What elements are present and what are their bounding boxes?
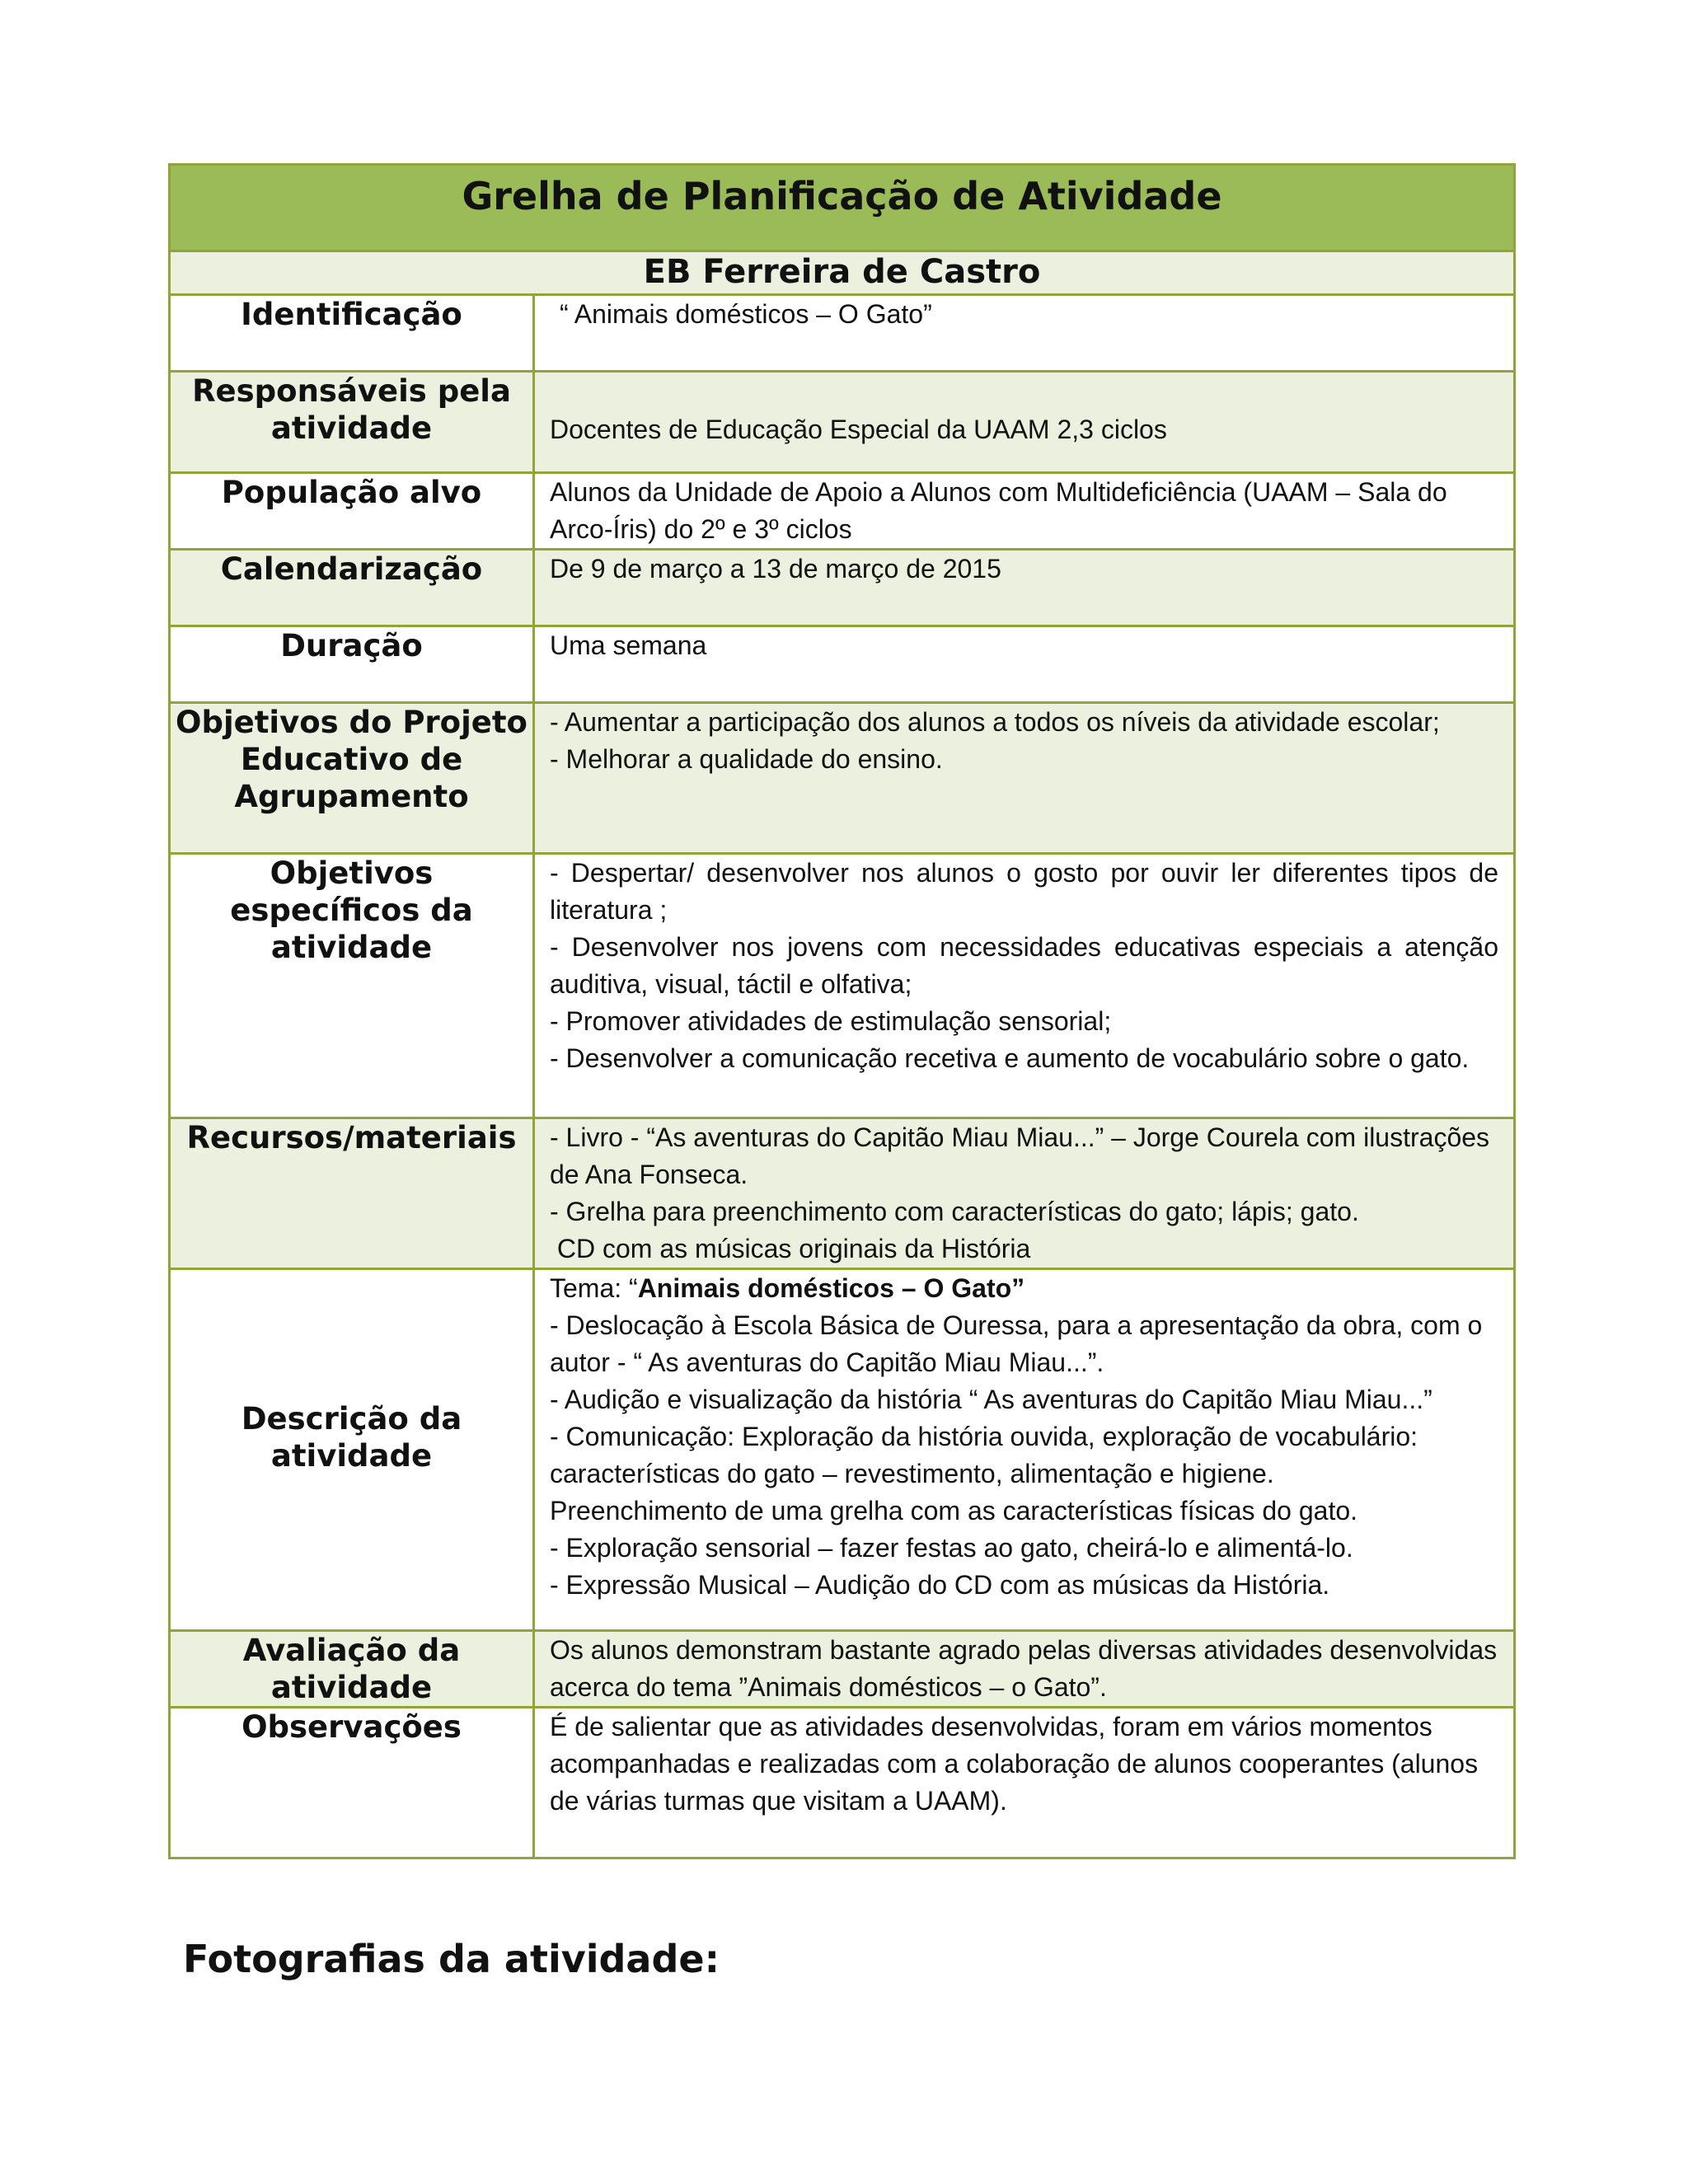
label-duracao: Duração: [170, 626, 534, 703]
value-objetivos-especificos: [534, 854, 1515, 1118]
list-item: - Promover atividades de estimulação sensorial;: [550, 1006, 1112, 1036]
value-recursos: [534, 1118, 1515, 1269]
list-item: CD com as músicas originais da História: [550, 1234, 1031, 1263]
planning-grid: [168, 163, 1516, 1859]
list-item: Preenchimento de uma grelha com as características físicas do gato.: [550, 1496, 1358, 1526]
value-avaliacao: Os alunos demonstram bastante agrado pelas diversas atividades desenvolvidas acerca do tema ”Animais domésticos – o Gato”.: [534, 1631, 1515, 1708]
list-item: - Grelha para preenchimento com características do gato; lápis; gato.: [550, 1197, 1359, 1226]
row-observacoes: [170, 1708, 1515, 1858]
grid-title: Grelha de Planificação de Atividade: [170, 165, 1515, 251]
value-duracao: Uma semana: [534, 626, 1515, 703]
label-observacoes: Observações: [170, 1708, 534, 1858]
value-identificacao: “ Animais domésticos – O Gato”: [534, 295, 1515, 372]
value-populacao: Alunos da Unidade de Apoio a Alunos com Multideficiência (UAAM – Sala do Arco-Íris) do 2º e 3º ciclos: [534, 473, 1515, 550]
row-objetivos-especificos: [170, 854, 1515, 1118]
row-avaliacao: [170, 1631, 1515, 1708]
value-observacoes: É de salientar que as atividades desenvolvidas, foram em vários momentos acompanhadas e realizadas com a colaboração de alunos cooperantes (alunos de várias turmas que visitam a UAAM).: [534, 1708, 1515, 1858]
label-recursos: Recursos/materiais: [170, 1118, 534, 1269]
label-populacao: População alvo: [170, 473, 534, 550]
photos-heading: Fotografias da atividade:: [183, 1937, 720, 1981]
label-descricao: Descrição da atividade: [170, 1269, 534, 1631]
label-responsaveis: Responsáveis pela atividade: [170, 372, 534, 473]
row-duracao: [170, 626, 1515, 703]
label-calendarizacao: Calendarização: [170, 550, 534, 626]
list-item: - Despertar/ desenvolver nos alunos o gosto por ouvir ler diferentes tipos de literatura ;: [550, 858, 1499, 925]
row-descricao: [170, 1269, 1515, 1631]
list-item: - Audição e visualização da história “ As aventuras do Capitão Miau Miau...”: [550, 1385, 1432, 1414]
label-identificacao: Identificação: [170, 295, 534, 372]
value-objetivos-projeto: [534, 703, 1515, 854]
value-descricao: [534, 1269, 1515, 1631]
list-item: - Desenvolver a comunicação recetiva e aumento de vocabulário sobre o gato.: [550, 1043, 1470, 1073]
row-responsaveis: [170, 372, 1515, 473]
row-identificacao: [170, 295, 1515, 372]
row-populacao: [170, 473, 1515, 550]
tema-bold: Animais domésticos – O Gato”: [637, 1273, 1025, 1303]
list-item: - Expressão Musical – Audição do CD com as músicas da História.: [550, 1570, 1330, 1600]
label-avaliacao: Avaliação da atividade: [170, 1631, 534, 1708]
label-objetivos-projeto: Objetivos do Projeto Educativo de Agrupamento: [170, 703, 534, 854]
list-item: - Livro - “As aventuras do Capitão Miau Miau...” – Jorge Courela com ilustrações de Ana Fonseca.: [550, 1122, 1490, 1189]
list-item: - Aumentar a participação dos alunos a todos os níveis da atividade escolar;: [550, 707, 1440, 737]
list-item: - Desenvolver nos jovens com necessidades educativas especiais a atenção auditiva, visual, táctil e olfativa;: [550, 932, 1499, 999]
tema-line: Tema: “Animais domésticos – O Gato”: [550, 1273, 1025, 1303]
list-item: - Melhorar a qualidade do ensino.: [550, 744, 943, 774]
value-responsaveis: Docentes de Educação Especial da UAAM 2,3 ciclos: [534, 372, 1515, 473]
row-calendarizacao: [170, 550, 1515, 626]
row-recursos: [170, 1118, 1515, 1269]
school-name: EB Ferreira de Castro: [170, 251, 1515, 295]
label-objetivos-especificos: Objetivos específicos da atividade: [170, 854, 534, 1118]
row-objetivos-projeto: [170, 703, 1515, 854]
value-calendarizacao: De 9 de março a 13 de março de 2015: [534, 550, 1515, 626]
list-item: - Exploração sensorial – fazer festas ao gato, cheirá-lo e alimentá-lo.: [550, 1533, 1353, 1563]
list-item: - Comunicação: Exploração da história ouvida, exploração de vocabulário: características do gato – revestimento, alimentação e higiene.: [550, 1422, 1418, 1488]
list-item: - Deslocação à Escola Básica de Ouressa, para a apresentação da obra, com o autor - “ As aventuras do Capitão Miau Miau...”.: [550, 1310, 1483, 1377]
